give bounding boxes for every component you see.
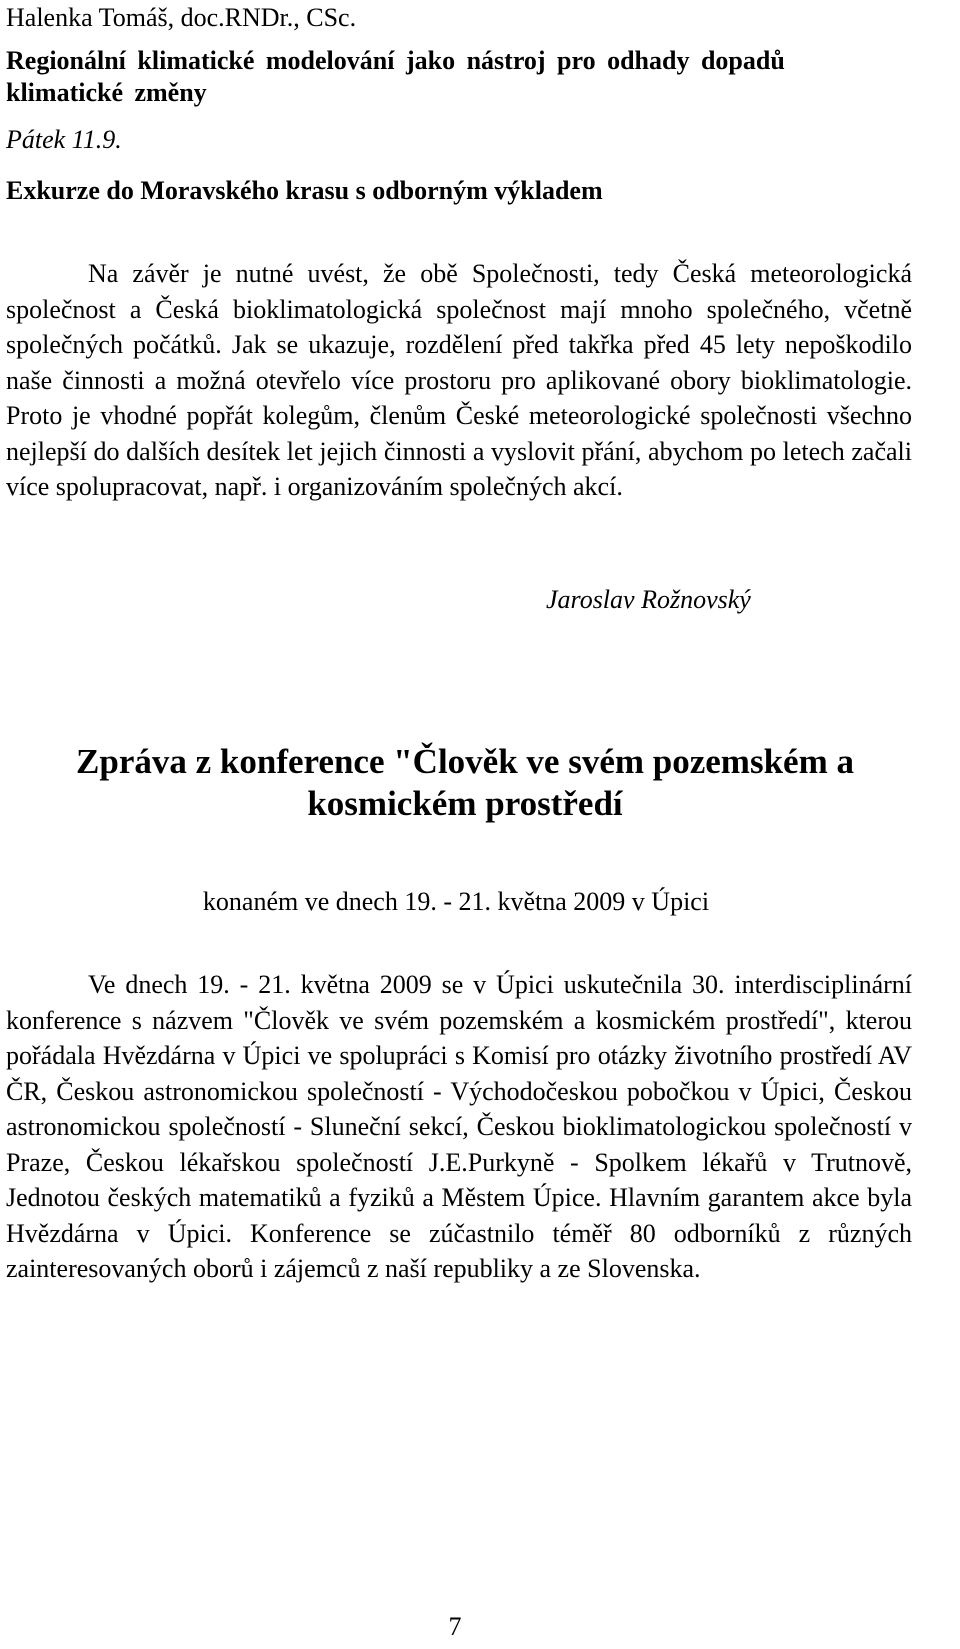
previous-entry-talk-title: Regionální klimatické modelování jako nástroj pro odhady dopadů klimatické změny xyxy=(6,46,785,107)
signature: Jaroslav Rožnovský xyxy=(546,585,751,614)
report-title: Zpráva z konference "Člověk ve svém pozemském a kosmickém prostředí xyxy=(76,742,854,823)
closing-paragraph: Na závěr je nutné uvést, že obě Společnosti, tedy Česká meteorologická společnost a Česká bioklimatologická společnost mají mnoho společného, včetně společných počátků. Jak se ukazuje, rozdělení před takřka před 45 lety nepoškodilo naše činnosti a možná otevřelo více prostoru pro aplikované obory bioklimatologie. Proto je vhodné popřát kolegům, členům České meteorologické společnosti všechno nejlepší do dalších desítek let jejich činnosti a vyslovit přání, abychom po letech začali více spolupracovat, např. i organizováním společných akcí. xyxy=(6,259,912,501)
page-number: 7 xyxy=(448,1612,462,1641)
report-paragraph: Ve dnech 19. - 21. května 2009 se v Úpici uskutečnila 30. interdisciplinární konference s názvem "Člověk ve svém pozemském a kosmickém prostředí", kterou pořádala Hvězdárna v Úpici ve spolupráci s Komisí pro otázky životního prostředí AV ČR, Českou astronomickou společností - Východočeskou pobočkou v Úpici, Českou astronomickou společností - Sluneční sekcí, Českou bioklimatologickou společností v Praze, Českou lékařskou společností J.E.Purkyně - Spolkem lékařů v Trutnově, Jednotou českých matematiků a fyziků a Městem Úpice. Hlavním garantem akce byla Hvězdárna v Úpici. Konference se zúčastnilo téměř 80 odborníků z různých zainteresovaných oborů i zájemců z naší republiky a ze Slovenska. xyxy=(6,970,912,1283)
excursion-title: Exkurze do Moravského krasu s odborným výkladem xyxy=(6,176,603,205)
previous-entry-author: Halenka Tomáš, doc.RNDr., CSc. xyxy=(6,3,357,32)
report-subtitle: konaném ve dnech 19. - 21. května 2009 v Úpici xyxy=(202,887,710,916)
day-label: Pátek 11.9. xyxy=(6,125,122,154)
